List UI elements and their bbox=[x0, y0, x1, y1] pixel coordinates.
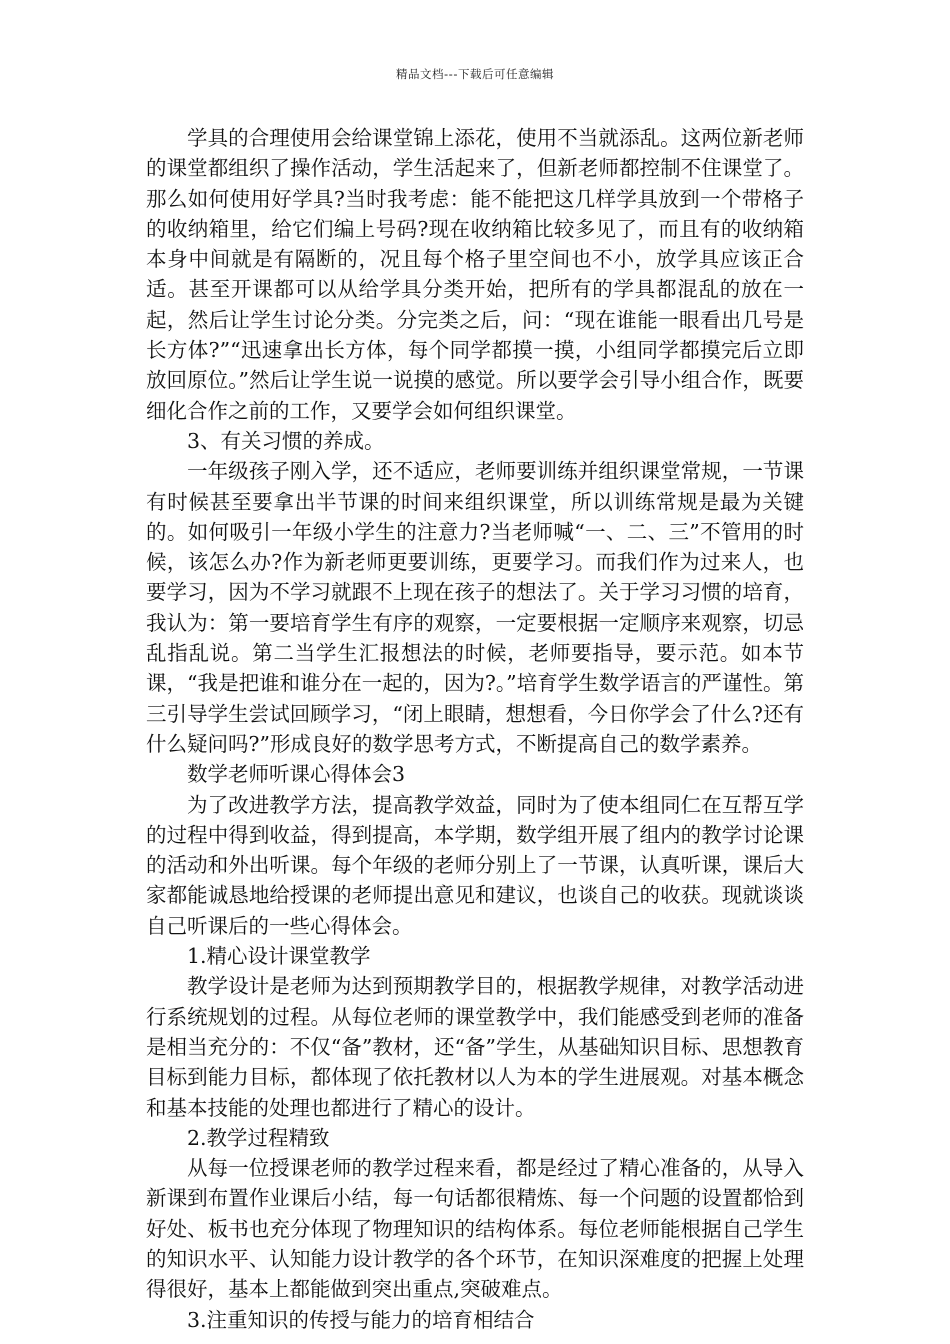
section-heading: 3、有关习惯的养成。 bbox=[187, 428, 385, 453]
paragraph: 学具的合理使用会给课堂锦上添花，使用不当就添乱。这两位新老师的课堂都组织了操作活动，学生活起来了，但新老师都控制不住课堂了。那么如何使用好学具?当时我考虑：能不能把这几样学具放到一个带格子的收纳箱里，给它们编上号码?现在收纳箱比较多见了，而且有的收纳箱本身中间就是有隔断的，况且每个格子里空间也不小，放学具应该正合适。甚至开课都可以从给学具分类开始，把所有的学具都混乱的放在一起，然后让学生讨论分类。分完类之后，问：“现在谁能一眼看出几号是长方体?”“迅速拿出长方体，每个同学都摸一摸，小组同学都摸完后立即放回原位。”然后让学生说一说摸的感觉。所以要学会引导小组合作，既要细化合作之前的工作，又要学会如何组织课堂。 bbox=[146, 126, 804, 423]
section-heading: 3.注重知识的传授与能力的培育相结合 bbox=[187, 1307, 535, 1332]
section-heading: 数学老师听课心得体会3 bbox=[187, 762, 406, 787]
section-heading: 1.精心设计课堂教学 bbox=[187, 944, 371, 969]
paragraph: 一年级孩子刚入学，还不适应，老师要训练并组织课堂常规，一节课有时候甚至要拿出半节课的时间来组织课堂，所以训练常规是最为关键的。如何吸引一年级小学生的注意力?当老师喊“一、二、三”不管用的时候，该怎么办?作为新老师更要训练，更要学习。而我们作为过来人，也要学习，因为不学习就跟不上现在孩子的想法了。关于学习习惯的培育，我认为：第一要培育学生有序的观察，一定要根据一定顺序来观察，切忌乱指乱说。第二当学生汇报想法的时候，老师要指导，要示范。如本节课，“我是把谁和谁分在一起的，因为?。”培育学生数学语言的严谨性。第三引导学生尝试回顾学习，“闭上眼睛，想想看，今日你学会了什么?还有什么疑问吗?”形成良好的数学思考方式，不断提高自己的数学素养。 bbox=[146, 459, 804, 756]
section-heading: 2.教学过程精致 bbox=[187, 1125, 330, 1150]
paragraph: 教学设计是老师为达到预期教学目的，根据教学规律，对教学活动进行系统规划的过程。从每位老师的课堂教学中，我们能感受到老师的准备是相当充分的：不仅“备”教材，还“备”学生，从基础知识目标、思想教育目标到能力目标，都体现了依托教材以人为本的学生进展观。对基本概念和基本技能的处理也都进行了精心的设计。 bbox=[146, 974, 804, 1120]
paragraph: 从每一位授课老师的教学过程来看，都是经过了精心准备的，从导入新课到布置作业课后小结，每一句话都很精炼、每一个问题的设置都恰到好处、板书也充分体现了物理知识的结构体系。每位老师能根据自己学生的知识水平、认知能力设计教学的各个环节，在知识深难度的把握上处理得很好，基本上都能做到突出重点,突破难点。 bbox=[146, 1156, 804, 1302]
document-body bbox=[146, 123, 804, 1335]
page-header: 精品文档---下载后可任意编辑 bbox=[396, 67, 554, 81]
paragraph: 为了改进教学方法，提高教学效益，同时为了使本组同仁在互帮互学的过程中得到收益，得到提高，本学期，数学组开展了组内的教学讨论课的活动和外出听课。每个年级的老师分别上了一节课，认真听课，课后大家都能诚恳地给授课的老师提出意见和建议，也谈自己的收获。现就谈谈自己听课后的一些心得体会。 bbox=[146, 792, 804, 938]
